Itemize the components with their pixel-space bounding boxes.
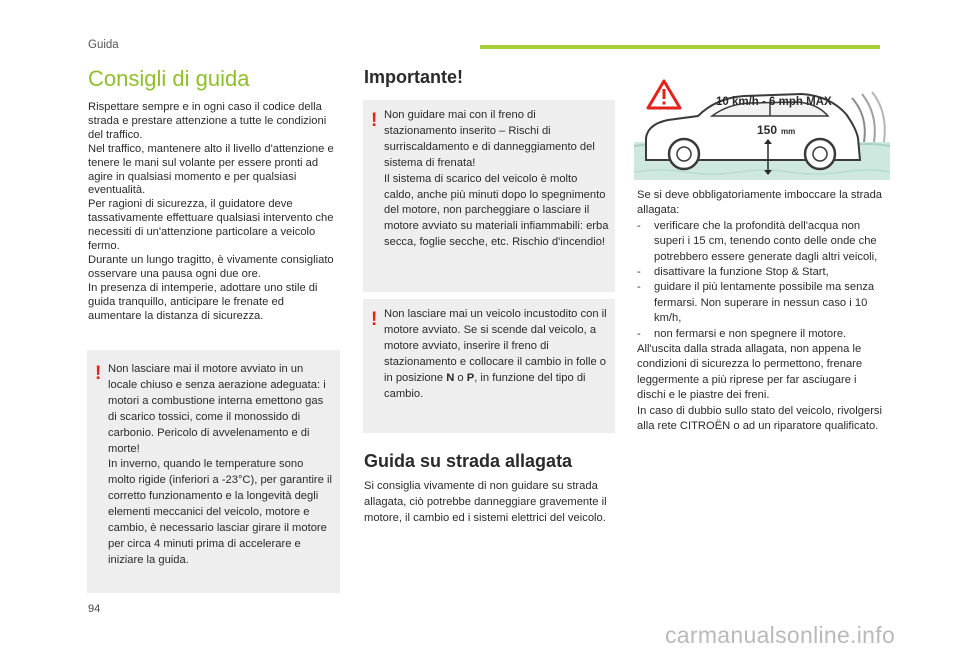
warning-engine-line: In inverno, quando le temperature sono molto rigide (inferiori a -23°C), per garantire il corretto funzionamento e la longevità degli elementi meccanici del veicolo, motore e cambio, è necessario lasciar girare il motore per circa 4 minuti prima di accelerare e iniziare la guida. bbox=[108, 458, 332, 566]
list-item: - verificare che la profondità dell'acqua non superi i 15 cm, tenendo conto delle onde che potrebbero essere generate dagli altri veicoli, bbox=[637, 219, 878, 263]
depth-value-label: 150 bbox=[757, 123, 778, 137]
speed-limit-label: 10 km/h - 6 mph MAX bbox=[716, 96, 832, 108]
flooded-lead: Se si deve obbligatoriamente imboccare la strada allagata: bbox=[637, 189, 883, 217]
warning-unattended-box bbox=[363, 299, 615, 433]
flooded-instructions bbox=[637, 188, 887, 435]
intro-paragraph bbox=[88, 101, 338, 324]
flooded-title: Guida su strada allagata bbox=[364, 451, 573, 471]
warning-parking-line: Il sistema di scarico del veicolo è molto caldo, anche più minuti dopo lo spegnimento del motore, non parcheggiare o lasciare il motore avviato su materiali infiammabili: erba secca, foglie secche, etc. Rischio d'incendio! bbox=[384, 172, 609, 249]
intro-line: Per ragioni di sicurezza, il guidatore deve tassativamente effettuare qualsiasi intervento che necessiti di un'attenzione particolare a veicolo fermo. bbox=[88, 198, 334, 253]
page-number: 94 bbox=[88, 603, 101, 615]
car-in-water-illustration bbox=[620, 76, 890, 180]
intro-line: Nel traffico, mantenere alto il livello d'attenzione e tenere le mani sul volante per essere pronti ad agire in qualsiasi momento e per qualsiasi eventualità. bbox=[88, 142, 334, 197]
gear-p-label: P bbox=[466, 371, 475, 384]
warning-engine-line: Non lasciare mai il motore avviato in un locale chiuso e senza aerazione adeguata: i motori a combustione interna emettono gas di scarico tossici, come il monossido di carbonio. Pericolo di avvelenamento e di morte! bbox=[108, 363, 326, 455]
intro-line: In presenza di intemperie, adottare uno stile di guida tranquillo, anticipare le frenate ed aumentare la distanza di sicurezza. bbox=[88, 281, 318, 322]
list-item: - non fermarsi e non spegnere il motore. bbox=[637, 327, 847, 340]
exclamation-icon: ! bbox=[371, 110, 378, 131]
flooded-road-illustration bbox=[620, 76, 890, 180]
section-label: Guida bbox=[88, 39, 119, 51]
depth-unit-label: mm bbox=[781, 127, 796, 136]
intro-line: Durante un lungo tragitto, è vivamente consigliato osservare una pausa ogni due ore. bbox=[88, 253, 334, 280]
warning-parking-box bbox=[363, 100, 615, 292]
flooded-intro: Si consiglia vivamente di non guidare su strada allagata, ciò potrebbe danneggiare gravemente il motore, il cambio ed i sistemi elettrici del veicolo. bbox=[364, 480, 607, 524]
list-item: - disattivare la funzione Stop & Start, bbox=[637, 266, 829, 279]
warning-parking-line: Non guidare mai con il freno di stazionamento inserito – Rischi di surriscaldamento e di danneggiamento del sistema di frenata! bbox=[384, 109, 595, 169]
watermark: carmanualsonline.info bbox=[665, 622, 896, 648]
list-item: - guidare il più lentamente possibile ma senza fermarsi. Non superare in nessun caso i 10 km/h, bbox=[637, 281, 875, 325]
exclamation-icon: ! bbox=[95, 363, 102, 384]
gear-n-label: N bbox=[446, 371, 455, 384]
intro-line: Rispettare sempre e in ogni caso il codice della strada e prestare attenzione a tutte le condizioni del traffico. bbox=[88, 101, 327, 141]
section-accent-bar bbox=[480, 45, 880, 49]
exclamation-icon: ! bbox=[371, 309, 378, 330]
warning-unattended-text: Non lasciare mai un veicolo incustodito con il motore avviato. Se si scende dal veicolo, a motore avviato, inserire il freno di stazionamento e collocare il cambio in folle o in posizione N o P, in funzione del tipo di cambio. bbox=[384, 308, 607, 400]
page-title: Consigli di guida bbox=[88, 66, 250, 91]
flooded-closing: In caso di dubbio sullo stato del veicolo, rivolgersi alla rete CITROËN o ad un riparatore qualificato. bbox=[637, 404, 883, 433]
important-title: Importante! bbox=[364, 67, 463, 87]
flooded-closing: All'uscita dalla strada allagata, non appena le condizioni di sicurezza lo permettono, frenare leggermente a più riprese per far asciugare i dischi e le piastre dei freni. bbox=[637, 343, 863, 402]
warning-engine-box bbox=[87, 350, 340, 593]
